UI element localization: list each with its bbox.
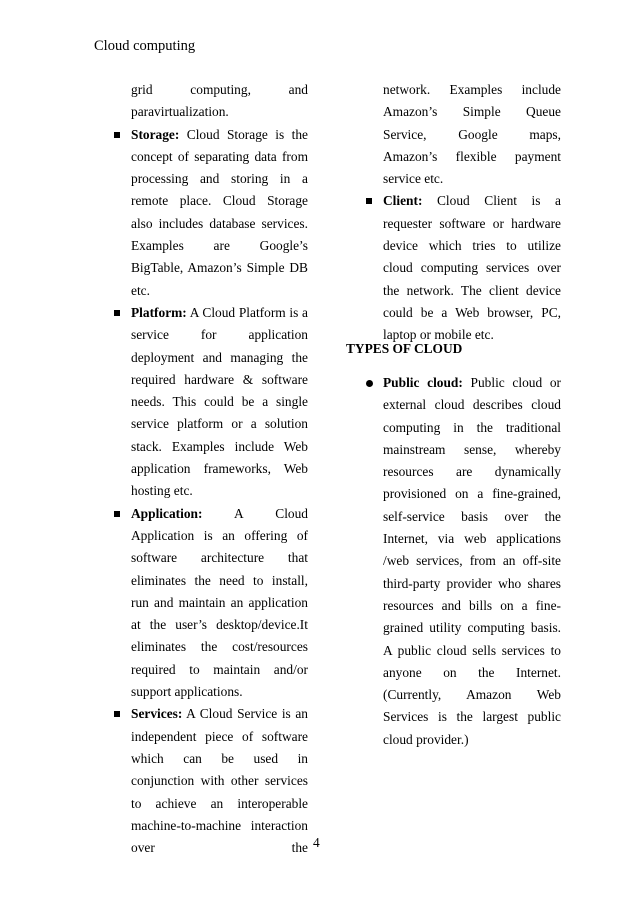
list-item-platform bbox=[114, 302, 308, 503]
square-bullet-icon bbox=[114, 511, 120, 517]
term-label: Client: bbox=[383, 193, 423, 209]
item-text: A Cloud Service is an independent piece of software which can be used in conjunction with other services to achieve an interoperable machine-to-machine interaction over the bbox=[131, 706, 308, 856]
left-column bbox=[114, 79, 308, 859]
continuation-text: network. Examples include Amazon’s Simple Queue Service, Google maps, Amazon’s flexible payment service etc. bbox=[383, 82, 561, 187]
item-text: A Cloud Application is an offering of software architecture that eliminates the need to install, run and maintain an application at the user’s desktop/device.It eliminates the cost/resources required to maintain and/or support applications. bbox=[131, 505, 308, 700]
term-label: Public cloud: bbox=[383, 375, 463, 390]
item-text: Public cloud or external cloud describes cloud computing in the traditional mainstream sense, whereby resources are dynamically provisioned on a fine-grained, self-service basis over the Internet, via web applications /web services, from an off-site third-party provider who shares resources and bills on a fine-grained utility computing basis. A public cloud sells services to anyone on the Internet. (Currently, Amazon Web Services is the largest public cloud provider.) bbox=[383, 375, 561, 747]
list-item-storage bbox=[114, 124, 308, 302]
item-text: A Cloud Platform is a service for application deployment and managing the required hardware & software needs. This could be a single service platform or a solution stack. Examples include Web application frameworks, Web hosting etc. bbox=[131, 304, 308, 499]
list-item-public-cloud bbox=[366, 372, 561, 751]
square-bullet-icon bbox=[114, 132, 120, 138]
list-item-application bbox=[114, 503, 308, 704]
term-label: Platform: bbox=[131, 304, 187, 320]
square-bullet-icon bbox=[114, 711, 120, 717]
square-bullet-icon bbox=[114, 310, 120, 316]
term-label: Services: bbox=[131, 706, 183, 722]
section-heading: TYPES OF CLOUD bbox=[346, 341, 463, 356]
list-item-client bbox=[366, 190, 561, 346]
item-text: Cloud Client is a requester software or hardware device which tries to utilize cloud computing services over the network. The client device could be a Web browser, PC, laptop or mobile etc. bbox=[383, 193, 561, 343]
right-column bbox=[366, 79, 561, 347]
page-number: 4 bbox=[313, 835, 320, 850]
cloud-types-list bbox=[366, 372, 561, 751]
round-bullet-icon bbox=[366, 380, 373, 387]
list-item-services bbox=[114, 703, 308, 859]
term-label: Application: bbox=[131, 505, 203, 521]
item-text: Cloud Storage is the concept of separating data from processing and storing in a remote place. Cloud Storage also includes database services. Examples are Google’s BigTable, Amazon’s Simple DB etc. bbox=[131, 126, 308, 298]
term-label: Storage: bbox=[131, 126, 180, 142]
running-header: Cloud computing bbox=[94, 38, 196, 54]
square-bullet-icon bbox=[366, 198, 372, 204]
continuation-text: grid computing, and paravirtualization. bbox=[131, 82, 308, 120]
